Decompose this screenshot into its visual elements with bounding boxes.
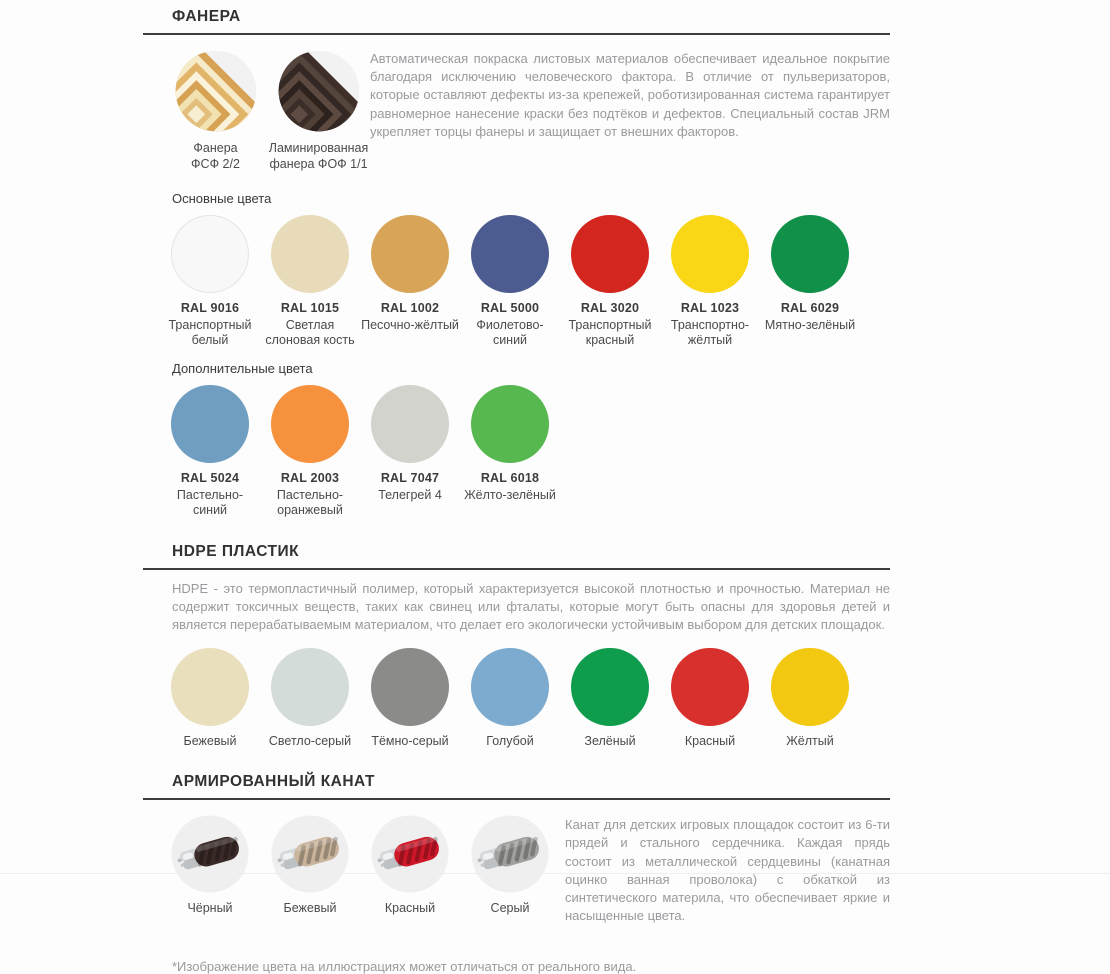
color-swatch bbox=[660, 215, 760, 349]
color-code: RAL 3020 bbox=[580, 300, 640, 315]
color-code: RAL 1002 bbox=[380, 300, 440, 315]
color-circle bbox=[171, 648, 249, 726]
rope-figure bbox=[160, 812, 260, 925]
color-swatch bbox=[460, 648, 560, 750]
color-swatch bbox=[160, 385, 260, 519]
plywood-figure bbox=[164, 48, 267, 173]
color-circle bbox=[671, 648, 749, 726]
color-swatch bbox=[260, 648, 360, 750]
color-swatch bbox=[160, 648, 260, 750]
color-name: Красный bbox=[684, 733, 736, 748]
color-name: Пастельно-оранжевый bbox=[276, 487, 344, 518]
bottom-divider bbox=[0, 873, 1110, 874]
plywood-section-title: ФАНЕРА bbox=[143, 8, 890, 35]
color-swatch bbox=[460, 385, 560, 519]
plywood-intro-row bbox=[172, 48, 890, 173]
hdpe-colors-grid bbox=[160, 648, 890, 750]
color-circle bbox=[571, 215, 649, 293]
color-code: RAL 6018 bbox=[480, 470, 540, 485]
color-swatch bbox=[260, 385, 360, 519]
color-name: Фиолетово-синий bbox=[476, 317, 544, 348]
hdpe-section-title: HDPE ПЛАСТИК bbox=[143, 543, 890, 570]
color-circle bbox=[571, 648, 649, 726]
color-name: Телегрей 4 bbox=[378, 487, 442, 502]
color-swatch bbox=[560, 648, 660, 750]
color-circle bbox=[471, 385, 549, 463]
color-name: Светло-серый bbox=[268, 733, 352, 748]
rope-color-name: Красный bbox=[384, 901, 436, 916]
laminated-plywood-figure bbox=[267, 48, 370, 173]
rope-figure bbox=[460, 812, 560, 925]
rope-image bbox=[468, 812, 552, 896]
color-circle bbox=[171, 215, 249, 293]
color-name: Тёмно-серый bbox=[371, 733, 449, 748]
caption-line: ФСФ 2/2 bbox=[191, 157, 240, 172]
rope-image bbox=[368, 812, 452, 896]
color-circle bbox=[471, 648, 549, 726]
color-circle bbox=[271, 215, 349, 293]
caption-line: Ламинированная bbox=[268, 141, 369, 155]
additional-colors-label: Дополнительные цвета bbox=[172, 360, 313, 376]
catalog-page bbox=[168, 8, 890, 974]
color-circle bbox=[371, 215, 449, 293]
color-name: Транспортный красный bbox=[568, 317, 652, 348]
color-circle bbox=[271, 648, 349, 726]
color-circle bbox=[171, 385, 249, 463]
caption-line: фанера ФОФ 1/1 bbox=[269, 157, 368, 172]
color-circle bbox=[771, 215, 849, 293]
color-code: RAL 7047 bbox=[380, 470, 440, 485]
color-name: Транспортно-жёлтый bbox=[670, 317, 750, 348]
color-circle bbox=[671, 215, 749, 293]
color-swatch bbox=[660, 648, 760, 750]
rope-row bbox=[172, 812, 890, 925]
rope-paragraph: Канат для детских игровых площадок состоит из 6-ти прядей и стального сердечника. Каждая прядь состоит из металлической сердцевины (канатная оцинко ванная проволока) с обкаткой из синтетического материла, что обеспечивает яркие и насыщенные цвета. bbox=[565, 817, 890, 924]
color-name: Светлая слоновая кость bbox=[265, 317, 355, 348]
color-name: Жёлто-зелёный bbox=[464, 487, 556, 502]
color-name: Пастельно-синий bbox=[176, 487, 244, 518]
color-swatch bbox=[360, 385, 460, 519]
color-circle bbox=[371, 648, 449, 726]
color-name: Жёлтый bbox=[786, 733, 834, 748]
rope-section-title: АРМИРОВАННЫЙ КАНАТ bbox=[143, 773, 890, 800]
hdpe-paragraph: HDPE - это термопластичный полимер, который характеризуется высокой плотностью и прочностью. Материал не содержит токсичных веществ, таких как свинец или фталаты, которые могут быть опасны для здоровья детей и является перерабатываемым материалом, что делает его экологически устойчивым выбором для детских площадок. bbox=[172, 581, 890, 633]
color-code: RAL 9016 bbox=[180, 300, 240, 315]
additional-colors-grid bbox=[160, 385, 890, 519]
plywood-figure-caption bbox=[164, 140, 267, 173]
color-code: RAL 5024 bbox=[180, 470, 240, 485]
color-code: RAL 2003 bbox=[280, 470, 340, 485]
color-code: RAL 1015 bbox=[280, 300, 340, 315]
laminated-plywood-figure-caption bbox=[267, 140, 370, 173]
color-name: Мятно-зелёный bbox=[764, 317, 856, 332]
plywood-figures bbox=[164, 48, 370, 173]
color-swatch bbox=[160, 215, 260, 349]
color-name: Голубой bbox=[486, 733, 534, 748]
plywood-image bbox=[173, 48, 259, 134]
laminated-plywood-image bbox=[276, 48, 362, 134]
color-code: RAL 1023 bbox=[680, 300, 740, 315]
color-swatch bbox=[460, 215, 560, 349]
rope-color-name: Чёрный bbox=[187, 901, 233, 916]
color-swatch bbox=[360, 648, 460, 750]
color-code: RAL 5000 bbox=[480, 300, 540, 315]
color-code: RAL 6029 bbox=[780, 300, 840, 315]
color-swatch bbox=[560, 215, 660, 349]
rope-figures bbox=[160, 812, 560, 925]
main-colors-label: Основные цвета bbox=[172, 190, 272, 206]
rope-image bbox=[168, 812, 252, 896]
color-circle bbox=[771, 648, 849, 726]
color-circle bbox=[371, 385, 449, 463]
rope-figure bbox=[260, 812, 360, 925]
main-colors-grid bbox=[160, 215, 890, 349]
rope-color-name: Бежевый bbox=[283, 901, 337, 916]
color-circle bbox=[471, 215, 549, 293]
caption-line: Фанера bbox=[193, 141, 238, 155]
color-name: Песочно-жёлтый bbox=[361, 317, 459, 332]
color-swatch bbox=[260, 215, 360, 349]
rope-figure bbox=[360, 812, 460, 925]
color-name: Зелёный bbox=[584, 733, 636, 748]
color-name: Транспортный белый bbox=[168, 317, 252, 348]
color-name: Бежевый bbox=[183, 733, 237, 748]
rope-color-name: Серый bbox=[490, 901, 530, 916]
color-swatch bbox=[760, 648, 860, 750]
rope-image bbox=[268, 812, 352, 896]
color-disclaimer: *Изображение цвета на иллюстрациях может отличаться от реального вида. bbox=[172, 959, 637, 974]
plywood-paragraph: Автоматическая покраска листовых материалов обеспечивает идеальное покрытие благодаря исключению человеческого фактора. В отличие от пульверизаторов, которые оставляют дефекты из-за крепежей, роботизированная система гарантирует равномерное нанесение краски без подтёков и дефектов. Специальный состав JRM укрепляет торцы фанеры и защищает от внешних факторов. bbox=[370, 51, 890, 139]
color-swatch bbox=[760, 215, 860, 349]
color-swatch bbox=[360, 215, 460, 349]
color-circle bbox=[271, 385, 349, 463]
